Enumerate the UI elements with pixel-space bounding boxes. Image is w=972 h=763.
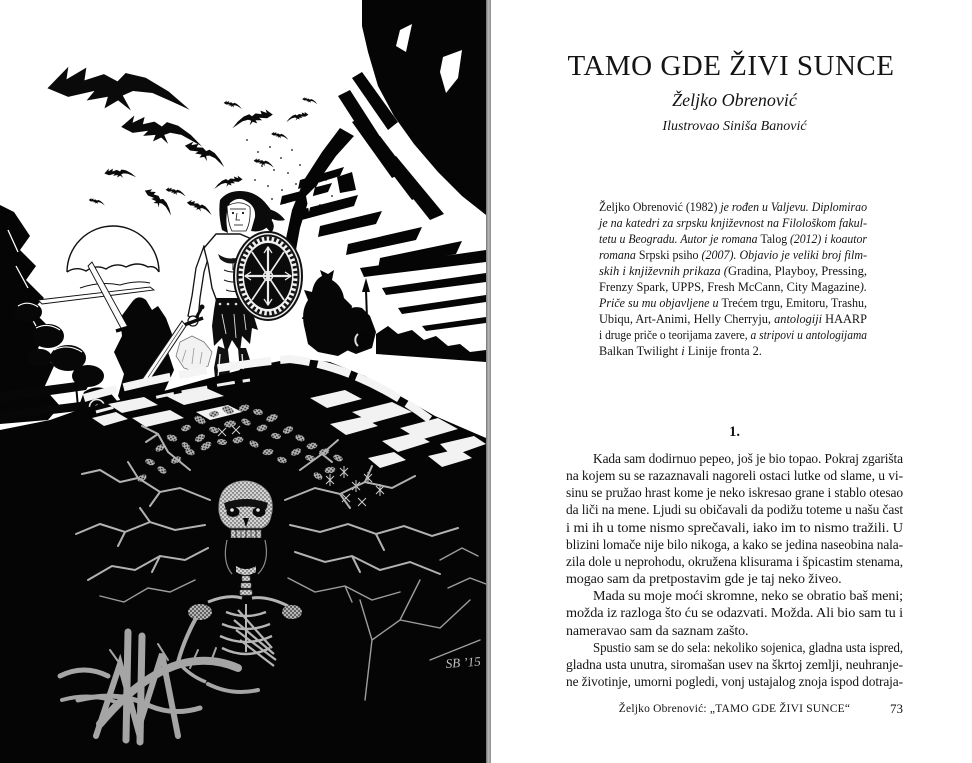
warrior-shield: [234, 232, 302, 320]
story-page: [491, 0, 972, 763]
bio-segment: Talog: [760, 231, 791, 246]
bio-line: [599, 295, 867, 312]
bio-segment: ).: [859, 279, 867, 294]
text-line: na kojem su se razaznavali nagoreli ostaci lutke od slame, u vi-: [566, 469, 903, 485]
illustrator-credit: Ilustrovao Siniša Banović: [662, 119, 807, 134]
bio-line: [599, 312, 868, 328]
bio-line: [599, 231, 867, 248]
text-line: sinu se pružao hrast kome je neko iskresao grane i stablo otesao: [566, 486, 903, 502]
bio-segment: (2007). Objavio je veliki broj film-: [701, 247, 867, 262]
text-line: Kada sam dodirnuo pepeo, još je bio topao. Pokraj zgarišta: [593, 452, 903, 467]
bio-segment: tetu u Beogradu. Autor je romana: [599, 231, 761, 246]
text-line: mogao sam da pretpostavim gde je taj neko živeo.: [566, 572, 842, 588]
bio-segment: i: [681, 343, 688, 358]
bio-segment: Gradina, Playboy, Pressing,: [727, 263, 867, 278]
bio-segment: Balkan Twilight: [599, 343, 682, 358]
running-title: Željko Obrenović: „TAMO GDE ŽIVI SUNCE“: [618, 703, 851, 715]
warrior-face: [227, 203, 250, 231]
text-line: Mada su moje moći skromne, neko se obratio baš meni;: [593, 589, 903, 605]
bio-segment: Željko Obrenović (1982): [599, 200, 721, 214]
bio-segment: Srpski psiho: [638, 247, 702, 262]
bio-segment: i druge priče o teorijama zavere,: [599, 327, 751, 342]
bio-segment: Priče su mu objavljene u: [599, 295, 722, 310]
text-line: da liči na mene. Ljudi su običavali da podižu toteme u našu čast: [566, 503, 903, 519]
text-line: blizini lomače nije bilo nikoga, a kako se jedina naseobina nala-: [566, 537, 903, 553]
story-author: Željko Obrenović: [672, 90, 797, 110]
bio-segment: (2012) i koautor: [790, 231, 867, 246]
bio-segment: je na katedri za srpsku književnost na Filološkom fakul-: [599, 215, 867, 230]
bio-segment: je rođen u Valjevu. Diplomirao: [720, 200, 867, 214]
bio-line: [599, 280, 869, 296]
bio-line: [599, 215, 867, 232]
bio-segment: a stripovi u antologijama: [750, 327, 867, 342]
bio-line: [599, 264, 873, 280]
text-line: zila dole u neprohodu, okružena klisurama i špicastim stenama,: [566, 554, 903, 570]
bio-line: [599, 247, 867, 264]
bio-segment: Ubiqu, Art-Animi, Helly Cherryju,: [599, 311, 775, 326]
bio-segment: Linije fronta 2.: [687, 343, 762, 358]
eye-socket: [227, 507, 240, 517]
eye-socket: [253, 507, 266, 517]
author-bio: [599, 200, 867, 360]
text-line: i mi ih u tome nismo sprečavali, iako im to nismo tražili. U: [566, 520, 903, 536]
text-line: gladna usta unutra, siromašan usev na škrtoj zemlji, neuhranje-: [566, 657, 903, 673]
bio-segment: Frenzy Spark, UPPS, Fresh McCann, City Magazine: [599, 279, 860, 294]
text-line: možda iz razloga što ću se odazvati. Možda. Ali bio sam tu i: [566, 606, 903, 622]
text-line: nameravao sam da saznam zašto.: [566, 623, 749, 639]
bio-line: [599, 344, 867, 360]
section-heading: 1.: [729, 424, 740, 440]
bio-segment: skih i književnih prikaza (: [599, 263, 728, 278]
bio-segment: Trećem trgu, Emitoru, Trashu,: [721, 295, 867, 310]
story-title: TAMO GDE ŽIVI SUNCE: [567, 50, 895, 82]
text-line: ne životinje, umorni pogledi, vonj ustajalog znoja ispod dotraja-: [566, 675, 903, 691]
bio-line: [599, 327, 867, 344]
text-line: Spustio sam se do sela: nekoliko sojenica, gladna usta ispred,: [593, 640, 903, 656]
bio-segment: HAARP: [825, 311, 867, 326]
story-text: [566, 451, 903, 691]
bio-segment: romana: [599, 247, 639, 262]
bio-line: [599, 200, 867, 216]
bio-segment: antologiji: [774, 311, 826, 326]
artist-signature: SB ’15: [445, 653, 482, 671]
page-number: 73: [890, 701, 903, 716]
